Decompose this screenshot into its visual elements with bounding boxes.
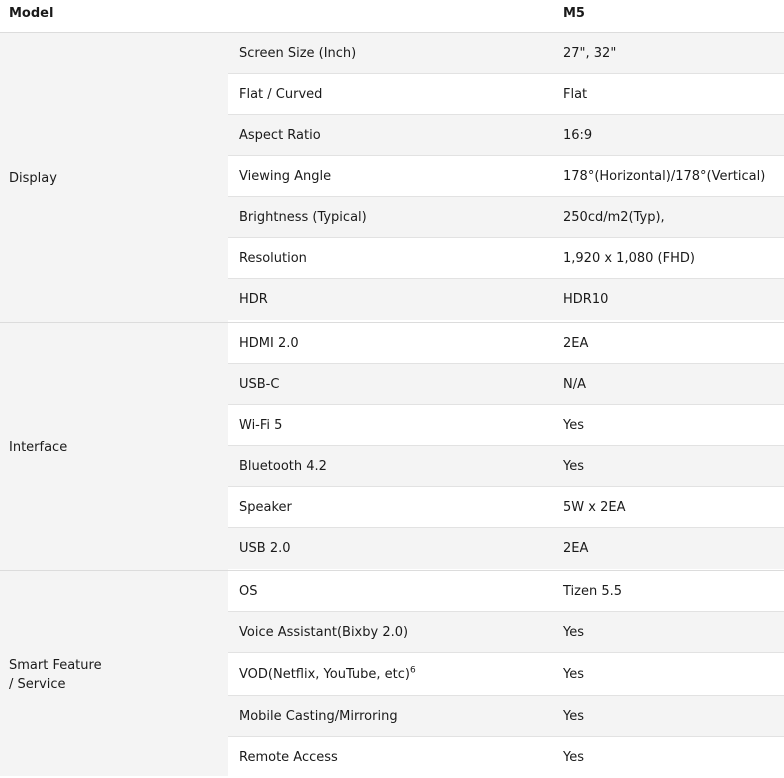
table-row: [228, 653, 784, 696]
table-row: [228, 197, 784, 238]
feature-value: 16:9: [563, 128, 593, 143]
table-row: [228, 528, 784, 569]
feature-name: Remote Access: [239, 750, 338, 765]
table-row: [228, 238, 784, 279]
feature-value: Tizen 5.5: [563, 584, 623, 599]
feature-value: Yes: [563, 625, 584, 640]
table-row: [228, 33, 784, 74]
table-row: [228, 696, 784, 737]
feature-name: USB-C: [239, 377, 280, 392]
table-row: [228, 364, 784, 405]
feature-value: 2EA: [563, 541, 589, 556]
category-label-line2: / Service: [9, 677, 66, 692]
feature-value: 2EA: [563, 336, 589, 351]
feature-value: Yes: [563, 418, 584, 433]
feature-name: Brightness (Typical): [239, 210, 367, 225]
section-smart-feature-rows: [228, 571, 784, 778]
feature-value: 1,920 x 1,080 (FHD): [563, 251, 695, 266]
feature-value: Flat: [563, 87, 588, 102]
feature-name: Resolution: [239, 251, 307, 266]
table-row: [228, 405, 784, 446]
feature-name: Aspect Ratio: [239, 128, 321, 143]
category-label-interface: Interface: [9, 440, 68, 455]
feature-value: Yes: [563, 709, 584, 724]
feature-value: Yes: [563, 750, 584, 765]
category-label-display: Display: [9, 171, 57, 186]
table-row: [228, 487, 784, 528]
category-label-smart-feature: [9, 656, 102, 694]
table-header-row: [0, 0, 784, 33]
model-header-label: Model: [9, 6, 54, 21]
table-row: [228, 74, 784, 115]
section-smart-feature: [0, 571, 784, 776]
feature-name: Speaker: [239, 500, 292, 515]
feature-name: HDR: [239, 292, 268, 307]
category-cell-interface: [0, 323, 228, 570]
table-row: [228, 115, 784, 156]
feature-value: Yes: [563, 459, 584, 474]
section-display-rows: [228, 33, 784, 320]
feature-value: 178°(Horizontal)/178°(Vertical): [563, 169, 766, 184]
table-row: [228, 612, 784, 653]
feature-name-text: VOD(Netflix, YouTube, etc): [239, 667, 410, 682]
category-label-line1: Smart Feature: [9, 658, 102, 673]
feature-value: HDR10: [563, 292, 609, 307]
category-cell-display: [0, 33, 228, 322]
feature-name: Bluetooth 4.2: [239, 459, 327, 474]
feature-value: 250cd/m2(Typ),: [563, 210, 665, 225]
section-display: [0, 33, 784, 323]
feature-value: Yes: [563, 667, 584, 682]
table-row: [228, 446, 784, 487]
footnote-marker: 6: [410, 665, 416, 676]
feature-name: OS: [239, 584, 258, 599]
feature-name: USB 2.0: [239, 541, 291, 556]
feature-name: [239, 653, 416, 696]
feature-name: Voice Assistant(Bixby 2.0): [239, 625, 409, 640]
feature-name: Mobile Casting/Mirroring: [239, 709, 398, 724]
model-header-value: M5: [563, 6, 585, 21]
feature-name: Flat / Curved: [239, 87, 323, 102]
table-row: [228, 737, 784, 778]
feature-value: 27", 32": [563, 46, 617, 61]
table-row: [228, 279, 784, 320]
feature-value: 5W x 2EA: [563, 500, 626, 515]
feature-name: Screen Size (Inch): [239, 46, 357, 61]
section-interface: [0, 323, 784, 571]
feature-name: Viewing Angle: [239, 169, 332, 184]
table-row: [228, 323, 784, 364]
section-interface-rows: [228, 323, 784, 569]
feature-name: Wi-Fi 5: [239, 418, 283, 433]
category-cell-smart-feature: [0, 571, 228, 776]
table-row: [228, 571, 784, 612]
table-row: [228, 156, 784, 197]
feature-name: HDMI 2.0: [239, 336, 299, 351]
feature-value: N/A: [563, 377, 586, 392]
